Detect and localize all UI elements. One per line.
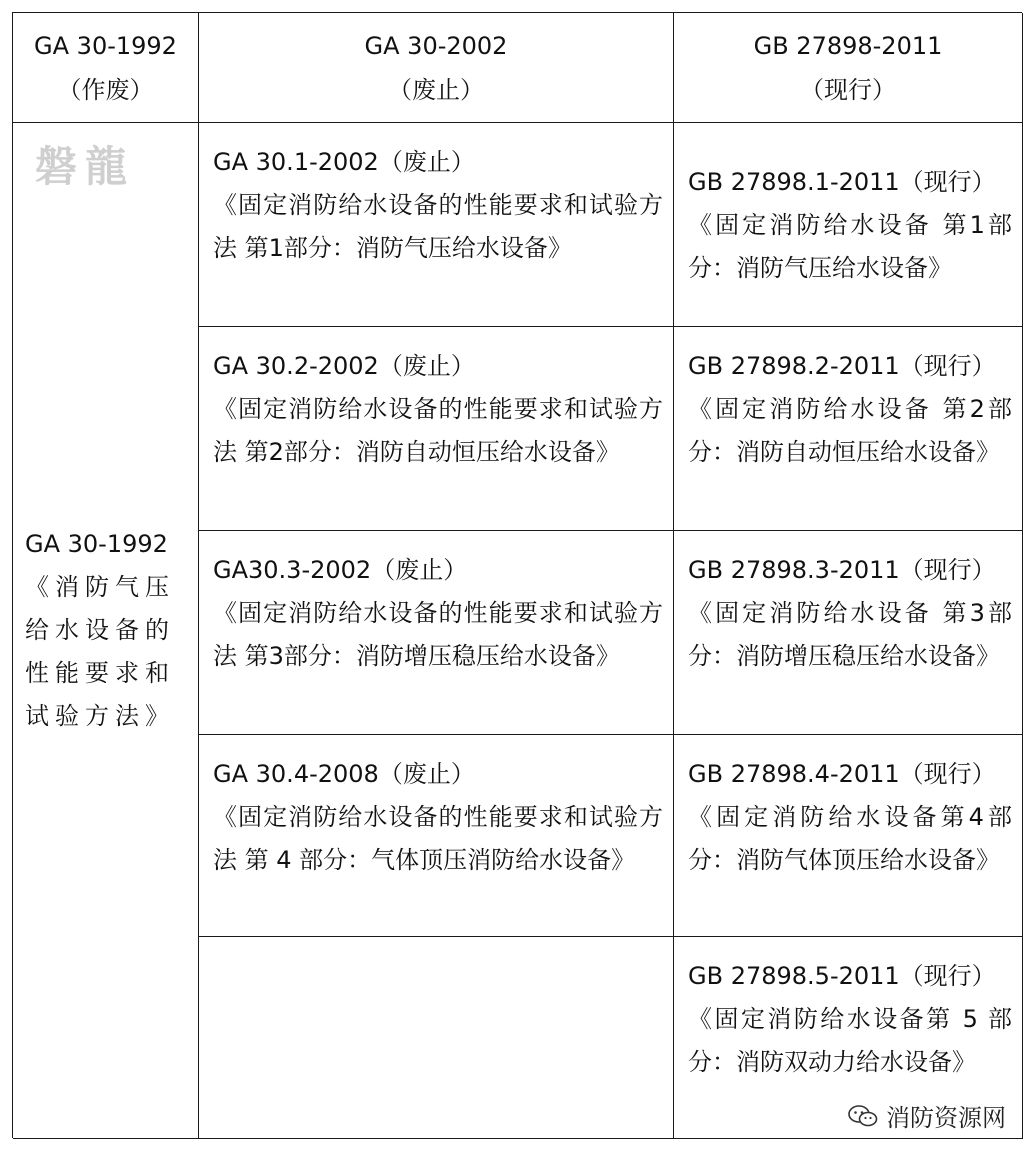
ga-2008-part4-cell: [199, 735, 674, 937]
header-code: GB 27898-2011: [753, 31, 943, 60]
header-status: （废止）: [388, 75, 484, 104]
standard-code: GB 27898.2-2011（现行）: [688, 352, 996, 380]
standard-title: 《固定消防给水设备第4部分：消防气体顶压给水设备》: [688, 803, 1012, 874]
standard-code: GA 30.2-2002（废止）: [213, 352, 475, 380]
standard-code: GB 27898.5-2011（现行）: [688, 962, 996, 990]
wechat-icon: [848, 1105, 878, 1127]
standard-title: 《固定消防给水设备 第1部分：消防气压给水设备》: [688, 211, 1012, 282]
ga-1992-standard: [25, 523, 188, 738]
gb-2011-part2-cell: [674, 327, 1023, 531]
empty-cell: [199, 937, 674, 1139]
header-col-ga-1992: [13, 13, 199, 123]
standard-code: GA30.3-2002（废止）: [213, 556, 468, 584]
panlong-logo: 磐龍: [35, 142, 136, 191]
standard-code: GA 30-1992: [25, 530, 168, 558]
standard-title: 《固定消防给水设备的性能要求和试验方法 第3部分：消防增压稳压给水设备》: [213, 599, 663, 670]
ga-1992-cell: [13, 123, 199, 1139]
ga-2002-part1-cell: [199, 123, 674, 327]
standard-code: GB 27898.1-2011（现行）: [688, 168, 996, 196]
standard-title: 《固定消防给水设备的性能要求和试验方法 第1部分：消防气压给水设备》: [213, 191, 663, 262]
standard-title: 《固定消防给水设备 第2部分：消防自动恒压给水设备》: [688, 395, 1012, 466]
gb-2011-part3-cell: [674, 531, 1023, 735]
header-status: （现行）: [800, 75, 896, 104]
gb-2011-part1-cell: [674, 123, 1023, 327]
standard-code: GB 27898.3-2011（现行）: [688, 556, 996, 584]
watermark-text: 消防资源网: [886, 1104, 1006, 1132]
gb-2011-part4-cell: [674, 735, 1023, 937]
standard-title: 《消防气压给水设备的性能要求和试验方法》: [25, 573, 175, 730]
ga-2002-part3-cell: [199, 531, 674, 735]
header-status: （作废）: [57, 75, 154, 104]
standard-code: GA 30.1-2002（废止）: [213, 148, 475, 176]
watermark: [848, 1098, 1006, 1133]
header-col-ga-2002: [199, 13, 674, 123]
standards-table: [12, 12, 1022, 1138]
ga-2002-part2-cell: [199, 327, 674, 531]
header-col-gb-2011: [674, 13, 1023, 123]
standard-title: 《固定消防给水设备的性能要求和试验方法 第 4 部分：气体顶压消防给水设备》: [213, 803, 663, 874]
standard-code: GB 27898.4-2011（现行）: [688, 760, 996, 788]
standard-title: 《固定消防给水设备 第3部分：消防增压稳压给水设备》: [688, 599, 1012, 670]
header-code: GA 30-1992: [34, 31, 177, 60]
standard-title: 《固定消防给水设备第 5 部分：消防双动力给水设备》: [688, 1005, 1012, 1076]
standard-code: GA 30.4-2008（废止）: [213, 760, 475, 788]
header-code: GA 30-2002: [364, 31, 508, 60]
standard-title: 《固定消防给水设备的性能要求和试验方法 第2部分：消防自动恒压给水设备》: [213, 395, 663, 466]
